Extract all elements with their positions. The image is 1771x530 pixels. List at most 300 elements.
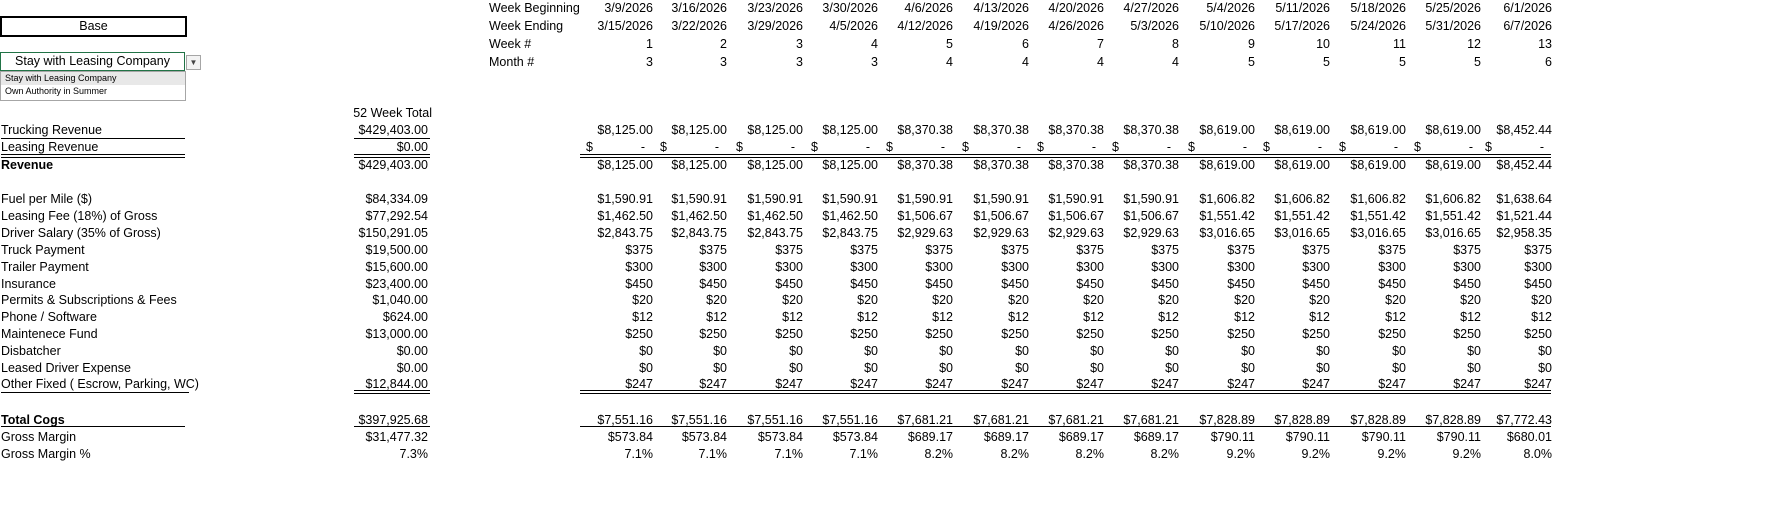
table-cell[interactable]: 8.2% [1000, 447, 1029, 461]
table-cell[interactable]: $8,125.00 [671, 158, 727, 172]
table-cell[interactable]: $250 [1076, 327, 1104, 341]
table-cell[interactable]: $300 [1378, 260, 1406, 274]
table-cell[interactable]: $0 [864, 361, 878, 375]
table-cell[interactable]: $450 [1524, 277, 1552, 291]
table-cell[interactable]: $2,929.63 [973, 226, 1029, 240]
table-cell[interactable]: $12 [932, 310, 953, 324]
table-cell[interactable]: $375 [1151, 243, 1179, 257]
table-cell[interactable]: $1,462.50 [747, 209, 803, 223]
table-cell[interactable]: $7,681.21 [1123, 413, 1179, 427]
table-cell[interactable]: $12 [632, 310, 653, 324]
table-cell[interactable]: $375 [1076, 243, 1104, 257]
table-cell[interactable]: $8,370.38 [973, 123, 1029, 137]
row-total[interactable]: $150,291.05 [358, 226, 428, 240]
table-cell[interactable]: $450 [1453, 277, 1481, 291]
dropdown-option-own-authority[interactable]: Own Authority in Summer [5, 86, 108, 96]
header-week-beginning-cell: 4/13/2026 [973, 1, 1029, 15]
row-label: Leased Driver Expense [1, 361, 131, 375]
table-cell[interactable]: $247 [1227, 377, 1255, 391]
table-cell[interactable]: $8,370.38 [973, 158, 1029, 172]
table-cell[interactable]: $0 [939, 361, 953, 375]
table-cell[interactable]: $1,551.42 [1199, 209, 1255, 223]
table-cell[interactable]: $790.11 [1361, 430, 1406, 444]
row-label: Gross Margin % [1, 447, 91, 461]
table-cell[interactable]: $375 [625, 243, 653, 257]
row-total[interactable]: $0.00 [396, 361, 428, 375]
table-cell[interactable]: $2,958.35 [1496, 226, 1552, 240]
table-cell[interactable]: $1,551.42 [1274, 209, 1330, 223]
row-total[interactable]: $624.00 [382, 310, 428, 324]
table-cell[interactable]: $450 [1151, 277, 1179, 291]
header-week-num-cell: 9 [1248, 37, 1255, 51]
table-cell[interactable]: $2,843.75 [597, 226, 653, 240]
table-cell[interactable]: $8,125.00 [747, 123, 803, 137]
table-cell[interactable]: 7.1% [849, 447, 878, 461]
table-cell[interactable]: $250 [1302, 327, 1330, 341]
table-cell[interactable]: $8,370.38 [897, 158, 953, 172]
table-cell[interactable]: $2,843.75 [822, 226, 878, 240]
row-label: Revenue [1, 158, 54, 172]
dropdown-option-leasing[interactable]: Stay with Leasing Company [1, 72, 185, 85]
table-cell[interactable]: $0 [713, 361, 727, 375]
table-cell[interactable]: $247 [1453, 377, 1481, 391]
table-cell[interactable]: $250 [699, 327, 727, 341]
table-cell[interactable]: $250 [1001, 327, 1029, 341]
table-cell[interactable]: 8.2% [1150, 447, 1179, 461]
table-cell[interactable]: $20 [1460, 293, 1481, 307]
table-cell[interactable]: $300 [925, 260, 953, 274]
header-week-ending-cell: 3/22/2026 [671, 19, 727, 33]
table-cell[interactable]: $250 [1524, 327, 1552, 341]
table-cell[interactable]: $790.11 [1210, 430, 1255, 444]
table-cell[interactable]: $1,462.50 [671, 209, 727, 223]
table-cell[interactable]: $20 [1234, 293, 1255, 307]
table-cell[interactable]: $8,619.00 [1350, 158, 1406, 172]
row-label: Driver Salary (35% of Gross) [1, 226, 161, 240]
table-cell[interactable]: $1,590.91 [1048, 192, 1104, 206]
table-cell[interactable]: $300 [1453, 260, 1481, 274]
table-cell[interactable]: $375 [1302, 243, 1330, 257]
header-week-beginning-cell: 5/25/2026 [1425, 1, 1481, 15]
table-cell[interactable]: - [714, 140, 719, 154]
table-cell[interactable]: $1,590.91 [671, 192, 727, 206]
table-cell[interactable]: $300 [850, 260, 878, 274]
table-cell[interactable]: $689.17 [907, 430, 953, 444]
table-cell[interactable]: $20 [632, 293, 653, 307]
row-label: Trailer Payment [1, 260, 89, 274]
table-cell[interactable]: 8.2% [924, 447, 953, 461]
table-cell[interactable]: 9.2% [1226, 447, 1255, 461]
table-cell[interactable]: $247 [699, 377, 727, 391]
table-cell[interactable]: $247 [1076, 377, 1104, 391]
table-cell[interactable]: - [1539, 140, 1544, 154]
table-cell[interactable]: $0 [789, 361, 803, 375]
row-label: Permits & Subscriptions & Fees [1, 293, 177, 307]
table-cell[interactable]: $247 [775, 377, 803, 391]
table-cell[interactable]: $0 [1392, 361, 1406, 375]
header-week-num-cell: 3 [796, 37, 803, 51]
row-total[interactable]: $23,400.00 [365, 277, 428, 291]
table-cell[interactable]: $8,619.00 [1425, 123, 1481, 137]
table-cell[interactable]: $689.17 [1133, 430, 1179, 444]
table-cell[interactable]: $250 [925, 327, 953, 341]
table-cell[interactable]: - [865, 140, 870, 154]
table-cell[interactable]: $375 [775, 243, 803, 257]
row-total[interactable]: $12,844.00 [365, 377, 428, 391]
header-month-num-cell: 3 [720, 55, 727, 69]
table-cell[interactable]: - [1468, 140, 1473, 154]
table-cell[interactable]: $0 [1316, 344, 1330, 358]
table-cell[interactable]: $247 [1151, 377, 1179, 391]
table-cell[interactable]: $8,370.38 [1123, 123, 1179, 137]
table-cell[interactable]: $1,590.91 [1123, 192, 1179, 206]
table-cell[interactable]: $20 [1158, 293, 1179, 307]
month-number-label: Month # [489, 55, 535, 69]
table-cell[interactable]: $247 [1001, 377, 1029, 391]
row-total[interactable]: $0.00 [396, 344, 428, 358]
table-cell[interactable]: $790.11 [1285, 430, 1330, 444]
header-month-num-cell: 5 [1248, 55, 1255, 69]
table-cell[interactable]: 9.2% [1452, 447, 1481, 461]
table-cell[interactable]: $375 [925, 243, 953, 257]
table-cell[interactable]: $12 [1531, 310, 1552, 324]
table-cell[interactable]: $0 [1165, 361, 1179, 375]
table-cell[interactable]: $7,551.16 [597, 413, 653, 427]
table-cell[interactable]: $250 [1151, 327, 1179, 341]
header-week-num-cell: 12 [1467, 37, 1481, 51]
table-cell[interactable]: $20 [782, 293, 803, 307]
table-cell[interactable]: $375 [699, 243, 727, 257]
table-cell[interactable]: $300 [1001, 260, 1029, 274]
table-cell[interactable]: 8.0% [1523, 447, 1552, 461]
scenario-box[interactable]: Base [0, 16, 187, 37]
table-cell[interactable]: $250 [1227, 327, 1255, 341]
table-cell[interactable]: $247 [925, 377, 953, 391]
table-cell[interactable]: $12 [857, 310, 878, 324]
week-cogs-underline [580, 426, 1551, 427]
table-cell[interactable]: $12 [706, 310, 727, 324]
accounting-dollar-sign: $ [660, 140, 667, 154]
row-total[interactable]: 7.3% [399, 447, 428, 461]
table-cell[interactable]: 7.1% [698, 447, 727, 461]
table-cell[interactable]: $450 [699, 277, 727, 291]
table-cell[interactable]: $12 [1309, 310, 1330, 324]
table-cell[interactable]: $0 [713, 344, 727, 358]
table-cell[interactable]: $2,929.63 [1123, 226, 1179, 240]
table-cell[interactable]: $8,619.00 [1274, 123, 1330, 137]
table-cell[interactable]: $20 [1531, 293, 1552, 307]
table-cell[interactable]: $0 [639, 344, 653, 358]
table-cell[interactable]: $247 [1524, 377, 1552, 391]
table-cell[interactable]: $8,125.00 [822, 158, 878, 172]
table-cell[interactable]: - [940, 140, 945, 154]
row-underline [1, 138, 185, 139]
table-cell[interactable]: $8,452.44 [1496, 158, 1552, 172]
table-cell[interactable]: $1,590.91 [597, 192, 653, 206]
table-cell[interactable]: $300 [699, 260, 727, 274]
header-week-beginning-cell: 5/18/2026 [1350, 1, 1406, 15]
table-cell[interactable]: $1,590.91 [822, 192, 878, 206]
table-cell[interactable]: $8,125.00 [597, 158, 653, 172]
accounting-dollar-sign: $ [736, 140, 743, 154]
table-cell[interactable]: $8,619.00 [1199, 158, 1255, 172]
row-label: Truck Payment [1, 243, 85, 257]
table-cell[interactable]: $450 [1378, 277, 1406, 291]
table-cell[interactable]: $1,590.91 [973, 192, 1029, 206]
accounting-dollar-sign: $ [1485, 140, 1492, 154]
table-cell[interactable]: $1,606.82 [1350, 192, 1406, 206]
table-cell[interactable]: $0 [1316, 361, 1330, 375]
table-cell[interactable]: $375 [1524, 243, 1552, 257]
row-total[interactable]: $429,403.00 [358, 123, 428, 137]
table-cell[interactable]: $300 [1302, 260, 1330, 274]
table-cell[interactable]: $0 [1467, 344, 1481, 358]
table-cell[interactable]: $1,506.67 [1123, 209, 1179, 223]
header-week-num-cell: 2 [720, 37, 727, 51]
table-cell[interactable]: $20 [1385, 293, 1406, 307]
table-cell[interactable]: $450 [925, 277, 953, 291]
table-cell[interactable]: $8,619.00 [1274, 158, 1330, 172]
table-cell[interactable]: $12 [782, 310, 803, 324]
table-cell[interactable]: $12 [1460, 310, 1481, 324]
table-cell[interactable]: $247 [850, 377, 878, 391]
table-cell[interactable]: $680.01 [1506, 430, 1552, 444]
table-cell[interactable]: $2,843.75 [671, 226, 727, 240]
table-cell[interactable]: $0 [1241, 344, 1255, 358]
table-cell[interactable]: $1,551.42 [1350, 209, 1406, 223]
header-week-beginning-cell: 3/16/2026 [671, 1, 727, 15]
table-cell[interactable]: $8,370.38 [1048, 123, 1104, 137]
table-cell[interactable]: - [1393, 140, 1398, 154]
table-cell[interactable]: $8,125.00 [671, 123, 727, 137]
table-cell[interactable]: 9.2% [1301, 447, 1330, 461]
table-cell[interactable]: $300 [1151, 260, 1179, 274]
table-cell[interactable]: $8,370.38 [1048, 158, 1104, 172]
table-cell[interactable]: $8,452.44 [1496, 123, 1552, 137]
table-cell[interactable]: $20 [1008, 293, 1029, 307]
table-cell[interactable]: $250 [775, 327, 803, 341]
table-cell[interactable]: $0 [1015, 344, 1029, 358]
table-cell[interactable]: $689.17 [983, 430, 1029, 444]
table-cell[interactable]: $573.84 [832, 430, 878, 444]
table-cell[interactable]: $250 [625, 327, 653, 341]
table-cell[interactable]: $7,772.43 [1496, 413, 1552, 427]
table-cell[interactable]: $7,828.89 [1425, 413, 1481, 427]
table-cell[interactable]: $450 [850, 277, 878, 291]
row-total[interactable]: $429,403.00 [358, 158, 428, 172]
table-cell[interactable]: $450 [1001, 277, 1029, 291]
header-week-beginning-cell: 3/23/2026 [747, 1, 803, 15]
table-cell[interactable]: $247 [625, 377, 653, 391]
table-cell[interactable]: $1,506.67 [1048, 209, 1104, 223]
table-cell[interactable]: $0 [1538, 344, 1552, 358]
table-cell[interactable]: $12 [1083, 310, 1104, 324]
table-cell[interactable]: $3,016.65 [1199, 226, 1255, 240]
total-header: 52 Week Total [353, 106, 432, 120]
table-cell[interactable]: $375 [1378, 243, 1406, 257]
table-cell[interactable]: $8,125.00 [597, 123, 653, 137]
header-week-num-cell: 8 [1172, 37, 1179, 51]
table-cell[interactable]: $8,619.00 [1425, 158, 1481, 172]
table-cell[interactable]: $375 [1453, 243, 1481, 257]
table-cell[interactable]: $7,681.21 [897, 413, 953, 427]
table-cell[interactable]: - [1317, 140, 1322, 154]
table-cell[interactable]: $20 [932, 293, 953, 307]
row-total[interactable]: $31,477.32 [365, 430, 428, 444]
table-cell[interactable]: $0 [1392, 344, 1406, 358]
table-cell[interactable]: $7,828.89 [1350, 413, 1406, 427]
table-cell[interactable]: $0 [639, 361, 653, 375]
table-cell[interactable]: $0 [1467, 361, 1481, 375]
table-cell[interactable]: $450 [1302, 277, 1330, 291]
table-cell[interactable]: $250 [1453, 327, 1481, 341]
table-cell[interactable]: $300 [1076, 260, 1104, 274]
table-cell[interactable]: $375 [1001, 243, 1029, 257]
row-label: Disbatcher [1, 344, 61, 358]
table-cell[interactable]: $8,370.38 [897, 123, 953, 137]
header-week-num-cell: 4 [871, 37, 878, 51]
table-cell[interactable]: $3,016.65 [1350, 226, 1406, 240]
table-cell[interactable]: 7.1% [624, 447, 653, 461]
table-cell[interactable]: $1,606.82 [1199, 192, 1255, 206]
chevron-down-icon[interactable]: ▼ [186, 55, 201, 70]
table-cell[interactable]: $375 [1227, 243, 1255, 257]
row-total[interactable]: $397,925.68 [358, 413, 428, 427]
table-cell[interactable]: $20 [857, 293, 878, 307]
table-cell[interactable]: $0 [1090, 344, 1104, 358]
table-cell[interactable]: - [640, 140, 645, 154]
table-cell[interactable]: $1,590.91 [747, 192, 803, 206]
row-total[interactable]: $77,292.54 [365, 209, 428, 223]
table-cell[interactable]: $0 [1015, 361, 1029, 375]
table-cell[interactable]: $250 [1378, 327, 1406, 341]
table-cell[interactable]: $573.84 [681, 430, 727, 444]
table-cell[interactable]: $450 [1076, 277, 1104, 291]
accounting-dollar-sign: $ [1112, 140, 1119, 154]
table-cell[interactable]: $8,619.00 [1350, 123, 1406, 137]
table-cell[interactable]: $0 [789, 344, 803, 358]
row-total[interactable]: $19,500.00 [365, 243, 428, 257]
header-month-num-cell: 3 [646, 55, 653, 69]
table-cell[interactable]: $7,681.21 [1048, 413, 1104, 427]
row-total[interactable]: $15,600.00 [365, 260, 428, 274]
table-cell[interactable]: $8,619.00 [1199, 123, 1255, 137]
header-week-beginning-cell: 4/20/2026 [1048, 1, 1104, 15]
table-cell[interactable]: $790.11 [1436, 430, 1481, 444]
table-cell[interactable]: $250 [850, 327, 878, 341]
table-cell[interactable]: $20 [1309, 293, 1330, 307]
row-total[interactable]: $84,334.09 [365, 192, 428, 206]
table-cell[interactable]: $2,843.75 [747, 226, 803, 240]
table-cell[interactable]: $689.17 [1058, 430, 1104, 444]
table-cell[interactable]: $450 [775, 277, 803, 291]
table-cell[interactable]: $573.84 [607, 430, 653, 444]
table-cell[interactable]: $450 [1227, 277, 1255, 291]
table-cell[interactable]: $2,929.63 [897, 226, 953, 240]
table-cell[interactable]: $1,638.64 [1496, 192, 1552, 206]
table-cell[interactable]: $300 [1227, 260, 1255, 274]
table-cell[interactable]: $8,370.38 [1123, 158, 1179, 172]
table-cell[interactable]: $247 [1302, 377, 1330, 391]
row-total[interactable]: $1,040.00 [372, 293, 428, 307]
table-cell[interactable]: $0 [939, 344, 953, 358]
scenario-dropdown-cell[interactable]: Stay with Leasing Company [0, 52, 185, 71]
table-cell[interactable]: - [1166, 140, 1171, 154]
table-cell[interactable]: $3,016.65 [1274, 226, 1330, 240]
accounting-dollar-sign: $ [886, 140, 893, 154]
table-cell[interactable]: $0 [1165, 344, 1179, 358]
table-cell[interactable]: - [790, 140, 795, 154]
table-cell[interactable]: $1,606.82 [1274, 192, 1330, 206]
table-cell[interactable]: $8,125.00 [747, 158, 803, 172]
table-cell[interactable]: $1,462.50 [822, 209, 878, 223]
table-cell[interactable]: 7.1% [774, 447, 803, 461]
header-week-num-cell: 11 [1393, 37, 1406, 51]
table-cell[interactable]: $7,681.21 [973, 413, 1029, 427]
table-cell[interactable]: $450 [625, 277, 653, 291]
table-cell[interactable]: $7,551.16 [671, 413, 727, 427]
table-cell[interactable]: $300 [625, 260, 653, 274]
table-cell[interactable]: $8,125.00 [822, 123, 878, 137]
header-month-num-cell: 5 [1323, 55, 1330, 69]
other-fixed-underline [1, 392, 189, 393]
table-cell[interactable]: $12 [1158, 310, 1179, 324]
week-revenue-double-line [580, 154, 1551, 158]
table-cell[interactable]: $375 [850, 243, 878, 257]
revenue-double-line [1, 154, 185, 158]
table-cell[interactable]: $0 [864, 344, 878, 358]
table-cell[interactable]: $1,521.44 [1496, 209, 1552, 223]
table-cell[interactable]: $7,551.16 [747, 413, 803, 427]
header-month-num-cell: 3 [796, 55, 803, 69]
table-cell[interactable]: $247 [1378, 377, 1406, 391]
table-cell[interactable]: $1,606.82 [1425, 192, 1481, 206]
table-cell[interactable]: $7,551.16 [822, 413, 878, 427]
header-month-num-cell: 6 [1545, 55, 1552, 69]
table-cell[interactable]: $12 [1234, 310, 1255, 324]
row-label: Total Cogs [1, 413, 65, 427]
table-cell[interactable]: - [1242, 140, 1247, 154]
row-total[interactable]: $0.00 [396, 140, 428, 154]
table-cell[interactable]: $2,929.63 [1048, 226, 1104, 240]
week-cogs-double-line [580, 390, 1551, 394]
table-cell[interactable]: $12 [1385, 310, 1406, 324]
table-cell[interactable]: $12 [1008, 310, 1029, 324]
table-cell[interactable]: $7,828.89 [1274, 413, 1330, 427]
table-cell[interactable]: 9.2% [1377, 447, 1406, 461]
table-cell[interactable]: - [1091, 140, 1096, 154]
table-cell[interactable]: $0 [1538, 361, 1552, 375]
table-cell[interactable]: $1,462.50 [597, 209, 653, 223]
table-cell[interactable]: $1,590.91 [897, 192, 953, 206]
table-cell[interactable]: $1,506.67 [973, 209, 1029, 223]
table-cell[interactable]: $20 [1083, 293, 1104, 307]
table-cell[interactable]: $300 [775, 260, 803, 274]
table-cell[interactable]: $1,551.42 [1425, 209, 1481, 223]
table-cell[interactable]: $0 [1090, 361, 1104, 375]
table-cell[interactable]: $3,016.65 [1425, 226, 1481, 240]
table-cell[interactable]: $7,828.89 [1199, 413, 1255, 427]
table-cell[interactable]: $20 [706, 293, 727, 307]
table-cell[interactable]: $0 [1241, 361, 1255, 375]
table-cell[interactable]: $573.84 [757, 430, 803, 444]
table-cell[interactable]: 8.2% [1075, 447, 1104, 461]
table-cell[interactable]: - [1016, 140, 1021, 154]
row-total[interactable]: $13,000.00 [365, 327, 428, 341]
table-cell[interactable]: $1,506.67 [897, 209, 953, 223]
header-week-ending-cell: 3/15/2026 [597, 19, 653, 33]
table-cell[interactable]: $300 [1524, 260, 1552, 274]
